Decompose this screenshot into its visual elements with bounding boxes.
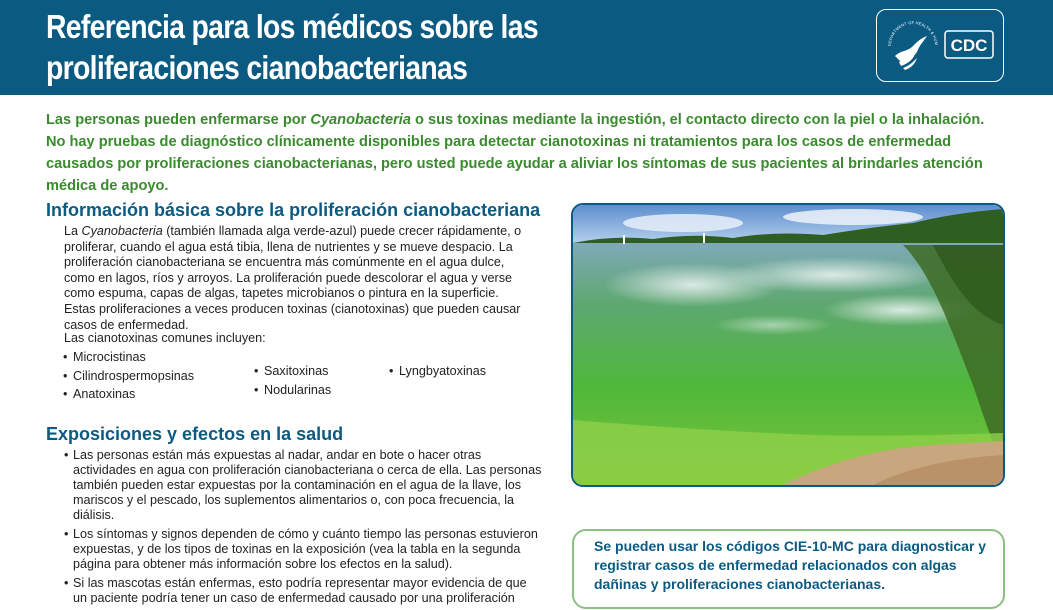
- hhs-seal-icon: [877, 10, 1002, 80]
- list-item: • Saxitoxinas: [254, 362, 331, 381]
- list-item: • Anatoxinas: [63, 385, 194, 404]
- title-line-2: proliferaciones cianobacterianas: [46, 49, 468, 86]
- hhs-seal-text: DEPARTMENT OF HEALTH & HUM: [886, 19, 940, 47]
- title-line-1: Referencia para los médicos sobre las: [46, 8, 538, 45]
- list-item: • Lyngbyatoxinas: [389, 362, 486, 381]
- list-item: • Las personas están más expuestas al nadar, andar en bote o hacer otras actividades en agua con proliferación cianobacteriana o cerca de ella. Las personas también pueden estar expuestas por la contaminación en el agua de la llave, los mariscos y el pescado, los suplementos alimentarios o, con poca frecuencia, la diálisis.: [64, 448, 544, 523]
- page-title: [46, 6, 538, 88]
- lake-bloom-photo: [571, 203, 1005, 487]
- basic-info-heading: Información básica sobre la proliferación cianobacteriana: [46, 200, 541, 220]
- list-item: • Los síntomas y signos dependen de cómo y cuánto tiempo las personas estuvieron expuestas, y de los tipos de toxinas en la exposición (vea la tabla en la segunda página para obtener más información sobre los efectos en la salud).: [64, 527, 544, 572]
- header-banner: [0, 0, 1053, 95]
- list-item: • Microcistinas: [63, 348, 194, 367]
- basic-info-paragraph: La Cyanobacteria (también llamada alga verde-azul) puede crecer rápidamente, o proliferar, cuando el agua está tibia, llena de nutrientes y se mueve despacio. La proliferación cianobacteriana se encuentra más comúnmente en el agua dulce, como en lagos, ríos y arroyos. La proliferación puede descolorar el agua y verse como espuma, capas de algas, tapetes microbianos o pintura en la superficie. Estas proliferaciones a veces producen toxinas (cianotoxinas) que pueden causar casos de enfermedad.: [64, 224, 522, 332]
- svg-text:DEPARTMENT OF HEALTH & HUMAN S: [877, 10, 939, 46]
- toxins-list-col1: [63, 348, 194, 404]
- toxins-intro: Las cianotoxinas comunes incluyen:: [64, 331, 266, 345]
- toxins-list-col3: [389, 362, 486, 381]
- lake-photo-illustration: [573, 205, 1003, 485]
- intro-paragraph: Las personas pueden enfermarse por Cyanobacteria o sus toxinas mediante la ingestión, el contacto directo con la piel o la inhalación. No hay pruebas de diagnóstico clínicamente disponibles para detectar cianotoxinas ni tratamientos para los casos de enfermedad causados por proliferaciones cianobacterianas, pero usted puede ayudar a aliviar los síntomas de sus pacientes al brindarles atención médica de apoyo.: [46, 112, 985, 194]
- list-item: • Nodularinas: [254, 381, 331, 400]
- exposures-list: [64, 448, 544, 610]
- callout-text: Se pueden usar los códigos CIE-10-MC para diagnosticar y registrar casos de enfermedad relacionados con algas dañinas y proliferaciones cianobacterianas.: [594, 538, 987, 592]
- list-item: • Si las mascotas están enfermas, esto podría representar mayor evidencia de que un paciente podría tener un caso de enfermedad causado por una proliferación: [64, 576, 544, 606]
- toxins-list-col2: [254, 362, 331, 399]
- icd-callout-box: [572, 529, 1005, 609]
- cdc-logo-text: CDC: [950, 36, 988, 55]
- exposures-heading: Exposiciones y efectos en la salud: [46, 424, 344, 444]
- hhs-cdc-logo: [876, 9, 1004, 82]
- list-item: • Cilindrospermopsinas: [63, 367, 194, 386]
